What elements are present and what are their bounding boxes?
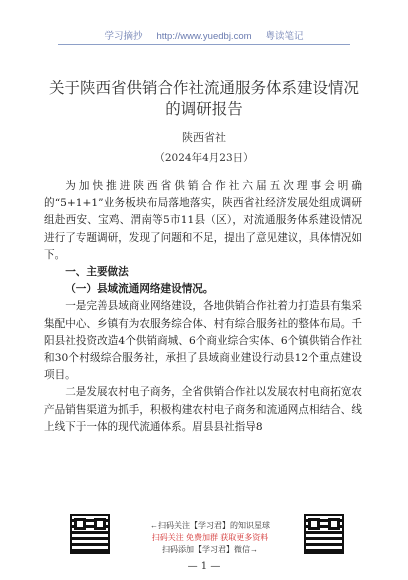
header-tagline: 粤读笔记 [265,31,304,42]
section-heading: 一、主要做法 [65,266,129,279]
promo-line-1: ←扫码关注【学习君】的知识星球 [150,521,270,530]
promo-line-2: 扫码关注 免费加群 获取更多资料 [151,533,269,542]
page-header [0,28,408,42]
header-url-link[interactable]: http://www.yuedbj.com [156,31,252,42]
document-date: （2024年4月23日） [154,152,254,164]
intro-paragraph: 为加快推进陕西省供销合作社六届五次理事会明确的“5+1+1”业务板块布局落地落实，陕西省社经济发展处组成调研组赴西安、宝鸡、渭南等5市11县（区），对流通服务体系建设情况进行了专题调研，发现了问题和不足，提出了意见建议，具体情况如下。 [44,180,362,261]
document-body [44,174,362,436]
body-paragraph-1: 一是完善县域商业网络建设，各地供销合作社着力打造县有集采集配中心、乡镇有为农服务综合体、村有综合服务社的整体布局。千阳县社投资改造4个供销商城、6个商业综合实体、6个镇供销合作社和30个村级综合服务社，承担了县域商业建设行动县12个重点建设项目。 [44,300,362,382]
promo-text [130,520,290,556]
title-line-2: 的调研报告 [165,100,243,118]
left-qr-code[interactable] [70,514,110,554]
document-author: 陕西省社 [182,131,226,144]
header-site-name: 学习摘抄 [104,31,143,42]
header-divider [58,44,350,45]
body-paragraph-2: 二是发展农村电子商务，全省供销合作社以发展农村电商拓宽农产品销售渠道为抓手，积极构建农村电子商务和流通网点相结合、线上线下于一体的现代流通体系。眉县县社指导8 [44,386,362,433]
title-line-1: 关于陕西省供销合作社流通服务体系建设情况 [48,79,359,97]
document-title [0,78,408,120]
page-number: — 1 — [187,561,221,572]
subsection-heading: （一）县域流通网络建设情况。 [65,283,214,296]
right-qr-code[interactable] [304,514,344,554]
promo-line-3: 扫码添加【学习君】微信→ [162,545,258,554]
